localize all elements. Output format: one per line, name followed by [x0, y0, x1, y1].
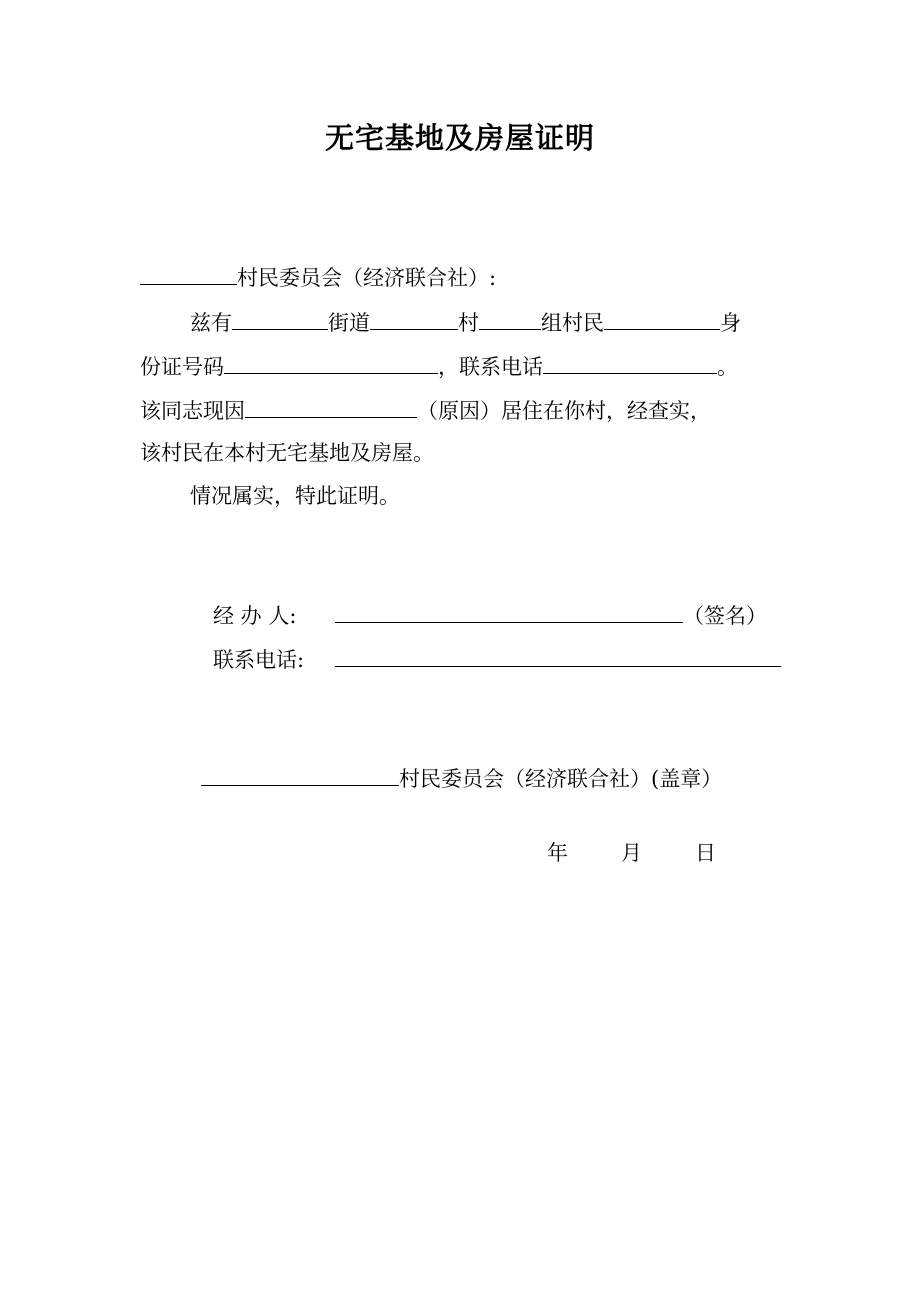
- village-blank[interactable]: [479, 307, 541, 330]
- date-row: [547, 838, 716, 868]
- group-villager-blank[interactable]: [604, 307, 720, 330]
- date-day: 日: [695, 841, 716, 865]
- date-month: 月: [621, 841, 642, 865]
- id-number-blank[interactable]: [224, 351, 438, 374]
- text-reason-prefix: 该同志现因: [140, 399, 245, 423]
- body-line-5: 情况属实，特此证明。: [190, 484, 400, 508]
- text-group-villager: 组村民: [541, 311, 604, 335]
- contact-phone-label: 联系电话:: [213, 648, 305, 672]
- text-street: 街道: [328, 311, 370, 335]
- body-line-3: [140, 395, 711, 426]
- name-blank[interactable]: [232, 307, 328, 330]
- seal-committee-blank[interactable]: [201, 763, 399, 786]
- text-village: 村: [458, 311, 479, 335]
- date-year: 年: [547, 841, 568, 865]
- text-period: 。: [717, 355, 738, 379]
- body-line-1: [190, 307, 741, 338]
- contact-phone-row: [213, 644, 781, 675]
- phone-blank[interactable]: [543, 351, 717, 374]
- body-line-2: [140, 351, 738, 382]
- addressee-suffix: 村民委员会（经济联合社）:: [237, 266, 497, 290]
- sign-hint: （签名）: [683, 604, 767, 628]
- seal-suffix: 村民委员会（经济联合社）(盖章）: [399, 767, 723, 791]
- text-id-number: 份证号码: [140, 355, 224, 379]
- contact-phone-blank[interactable]: [335, 644, 781, 667]
- text-reason-suffix: （原因）居住在你村，经查实，: [417, 399, 711, 423]
- handler-signature-blank[interactable]: [335, 600, 683, 623]
- page-title: 无宅基地及房屋证明: [324, 121, 595, 155]
- text-zi-you: 兹有: [190, 311, 232, 335]
- text-shen: 身: [720, 311, 741, 335]
- addressee-line: [140, 262, 496, 293]
- handler-row: [213, 600, 767, 631]
- body-line-4: 该村民在本村无宅基地及房屋。: [140, 441, 434, 465]
- reason-blank[interactable]: [245, 395, 417, 418]
- handler-label: 经 办 人:: [213, 604, 297, 628]
- street-blank[interactable]: [370, 307, 458, 330]
- seal-row: [201, 763, 722, 794]
- text-contact-phone: ，联系电话: [438, 355, 543, 379]
- village-committee-blank[interactable]: [140, 262, 237, 285]
